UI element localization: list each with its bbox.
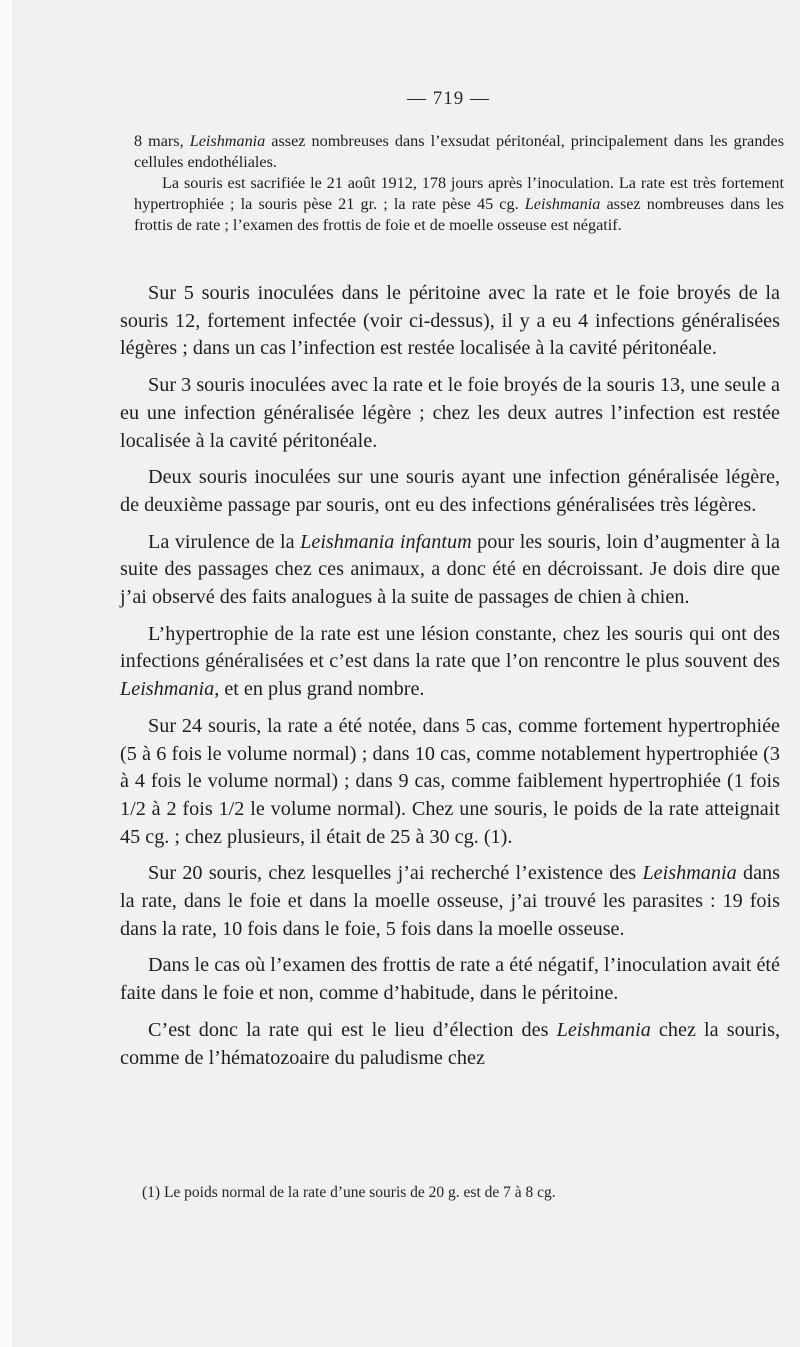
paragraph-7-suffix: dans la rate, dans le foie et dans la moelle osseuse, j’ai trouvé les parasites : 19 fois dans la rate, 10 fois dans le foie, 5 fois dans la moelle osseuse. xyxy=(120,862,780,940)
paragraph-5-prefix: L’hypertrophie de la rate est une lésion constante, chez les souris qui ont des infections généralisées et c’est dans la rate que l’on rencontre le plus souvent des xyxy=(120,622,780,673)
paragraph-8: Dans le cas où l’examen des frottis de rate a été négatif, l’inoculation avait été faite dans le foie et non, comme d’habitude, dans le péritoine. xyxy=(120,954,780,1005)
paragraph-9-italic: Leishmania xyxy=(556,1018,651,1041)
paragraph-7-prefix: Sur 20 souris, chez lesquelles j’ai recherché l’existence des xyxy=(148,862,643,885)
page-number: — 719 — xyxy=(407,88,490,109)
paragraph-4-suffix: pour les souris, loin d’augmenter à la suite des passages chez ces animaux, a donc été en décroissant. Je dois dire que j’ai observé des faits analogues à la suite de passages de chien à chien. xyxy=(120,530,780,609)
paragraph-9 xyxy=(120,1017,780,1072)
intro-line2-suffix: assez nombreuses dans les frottis de rate ; l’examen des frottis de foie et de moelle osseuse est négatif. xyxy=(134,195,784,234)
paragraph-4 xyxy=(120,529,780,612)
paragraph-7-italic: Leishmania xyxy=(642,862,737,885)
paragraph-3: Deux souris inoculées sur une souris ayant une infection généralisée légère, de deuxième passage par souris, ont eu des infections généralisées très légères. xyxy=(120,466,780,516)
paragraph-2: Sur 3 souris inoculées avec la rate et le foie broyés de la souris 13, une seule a eu une infection généralisée légère ; chez les deux autres l’infection est restée localisée à la cavité péritonéale. xyxy=(120,374,780,452)
paragraph-9-suffix: chez la souris, comme de l’hématozoaire du paludisme chez xyxy=(120,1018,781,1069)
intro-line2-italic: Leishmania xyxy=(524,195,601,213)
paragraph-4-italic: Leishmania infantum xyxy=(300,530,472,553)
footnote: (1) Le poids normal de la rate d’une souris de 20 g. est de 7 à 8 cg. xyxy=(142,1184,556,1201)
paragraph-1: Sur 5 souris inoculées dans le péritoine avec la rate et le foie broyés de la souris 12, fortement infectée (voir ci-dessus), il y a eu 4 infections généralisées légères ; dans un cas l’infection est restée localisée à la cavité péritonéale. xyxy=(120,282,780,360)
intro-line1-suffix: assez nombreuses dans l’exsudat péritonéal, principalement dans les grandes cellules endothéliales. xyxy=(134,132,784,171)
paragraph-4-prefix: La virulence de la xyxy=(148,530,301,553)
paragraph-5-italic: Leishmania xyxy=(120,678,215,701)
intro-line1-prefix: 8 mars, xyxy=(134,132,190,150)
main-text xyxy=(120,268,780,1072)
document-page xyxy=(12,0,800,1347)
intro-line1-italic: Leishmania xyxy=(189,132,266,150)
paragraph-5-suffix: , et en plus grand nombre. xyxy=(214,678,425,701)
intro-block xyxy=(134,131,784,236)
paragraph-9-prefix: C’est donc la rate qui est le lieu d’élection des xyxy=(148,1018,557,1041)
paragraph-7 xyxy=(120,860,780,943)
paragraph-6: Sur 24 souris, la rate a été notée, dans 5 cas, comme fortement hypertrophiée (5 à 6 fois le volume normal) ; dans 10 cas, comme notablement hypertrophiée (3 à 4 fois le volume normal) ; dans 9 cas, comme faiblement hypertrophiée (1 fois 1/2 à 2 fois 1/2 le volume normal). Chez une souris, le poids de la rate atteignait 45 cg. ; chez plusieurs, il était de 25 à 30 cg. (1). xyxy=(120,714,780,848)
intro-second-paragraph xyxy=(134,173,784,236)
paragraph-5 xyxy=(120,621,780,704)
intro-line2: La souris est sacrifiée le 21 août 1912, 178 jours après l’inoculation. La rate est très fortement hypertrophiée ; la souris pèse 21 gr. ; la rate pèse 45 cg. xyxy=(134,174,784,213)
